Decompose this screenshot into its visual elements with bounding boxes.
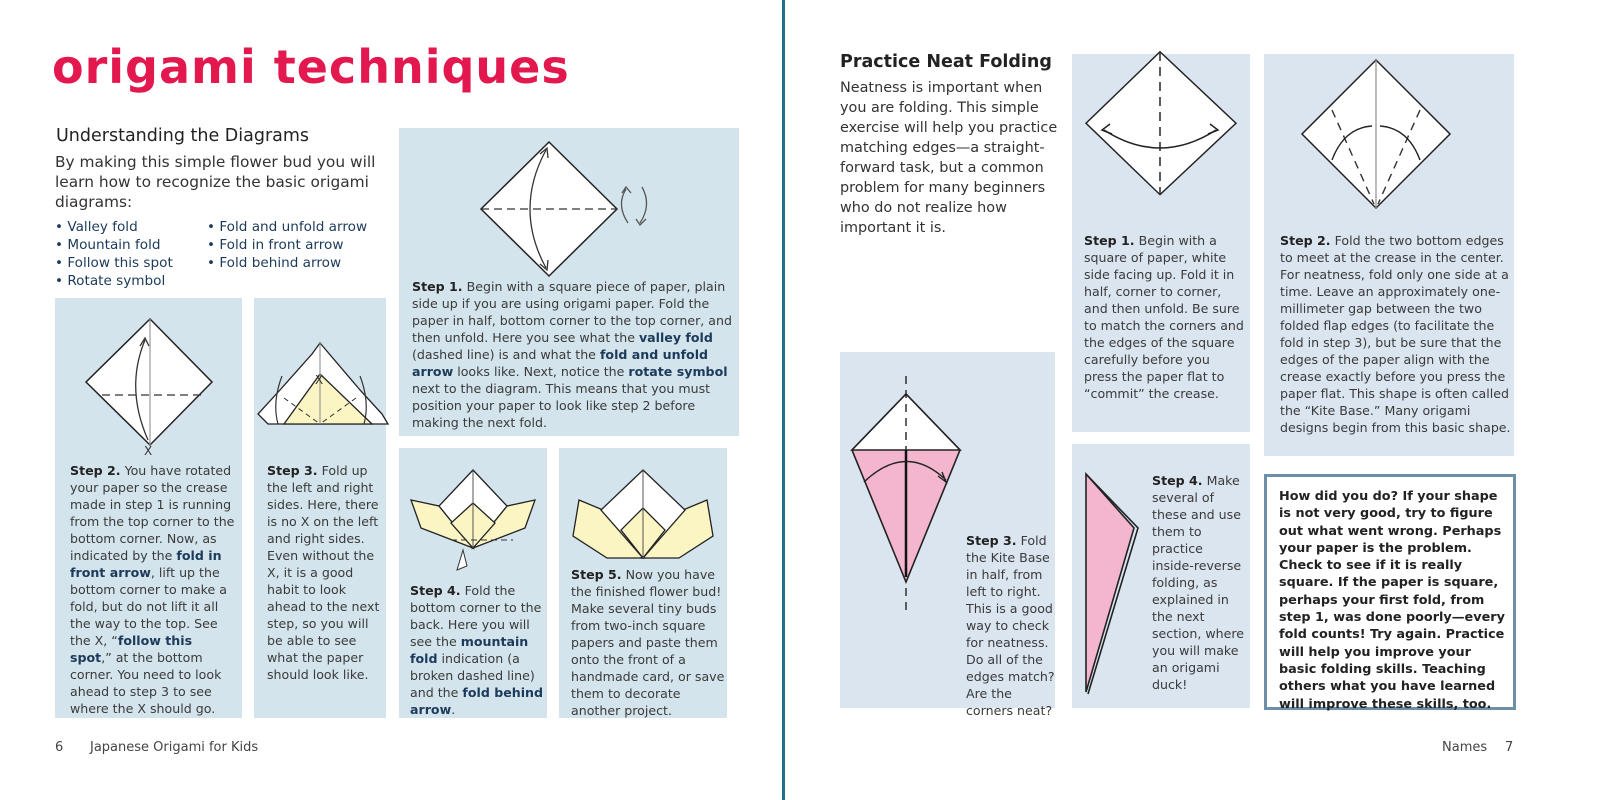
bullet-fold-unfold-arrow: • Fold and unfold arrow: [207, 219, 368, 235]
bullet-rotate-symbol: • Rotate symbol: [55, 273, 166, 289]
svg-text:X: X: [144, 444, 153, 458]
neat-step1-panel: [1072, 54, 1250, 432]
step4-text: Step 4. Fold the bottom corner to the back. Here you will see the mountain fold indication (a broken dashed line) and the fold behind arrow.: [410, 583, 544, 717]
footer-page-number-left: 6: [55, 740, 64, 755]
flower-bud-icon: [559, 448, 727, 558]
neat-intro-text: Neatness is important when you are folding. This simple exercise will help you practice matching edges—a straight-forward task, but a common problem for many beginners who do not realize how important it is.: [840, 80, 1058, 236]
bullet-list-left: [55, 218, 173, 290]
neat-step2-panel: [1264, 54, 1514, 456]
step1-panel: [399, 128, 739, 436]
footer-section-name: Names: [1442, 740, 1488, 755]
page-title: origami techniques: [52, 40, 570, 94]
neat-step1-text: Step 1. Begin with a square of paper, white side facing up. Fold it in half, corner to corner, and then unfold. Be sure to match the corners and the edges of the square carefully before you press the paper flat to “commit” the crease.: [1084, 233, 1244, 401]
step3-text: Step 3. Fold up the left and right sides. Here, there is no X on the left and right sides. Even without the X, it is a good habit to look ahead to the next step, so you will be able to see what the paper should look like.: [267, 463, 380, 682]
step1-text: Step 1. Begin with a square piece of paper, plain side up if you are using origami paper. Fold the paper in half, bottom corner to the top corner, and then unfold. Here you see what the valley fold (dashed line) is and what the fold and unfold arrow looks like. Next, notice the rotate symbol next to the diagram. This means that you must position your paper to look like step 2 before making the next fold.: [412, 279, 732, 430]
intro-text: By making this simple flower bud you will learn how to recognize the basic origami diagrams:: [55, 153, 376, 211]
step3-panel: [254, 298, 386, 718]
page-spine-divider: [782, 0, 785, 800]
footer-page-number-right: 7: [1505, 740, 1514, 755]
section-heading-neat-folding: Practice Neat Folding: [840, 52, 1052, 72]
step2-panel: [55, 298, 242, 718]
rotate-symbol-icon: [614, 183, 664, 233]
bullet-valley-fold: • Valley fold: [55, 219, 138, 235]
step5-text: Step 5. Now you have the finished flower bud! Make several tiny buds from two-inch square papers and paste them onto the front of a handmade card, or save them to decorate another project.: [571, 567, 725, 718]
neat-step2-text: Step 2. Fold the two bottom edges to meet at the crease in the center. For neatness, fold only one side at a time. Leave an approximately one-millimeter gap between the two folded flap edges (to facilitate the fold in step 3), but be sure that the edges of the paper align with the crease exactly before you press the paper flat. This shape is often called the “Kite Base.” Many origami designs begin from this basic shape.: [1280, 233, 1511, 435]
bullet-list-right: [207, 218, 367, 272]
neat-step4-text: Step 4. Make several of these and use them to practice inside-reverse folding, as explained in the next section, where you will make an origami duck!: [1152, 473, 1245, 692]
step2-diagram-icon: [55, 298, 242, 458]
neat-step3-panel: [840, 352, 1055, 718]
bullet-fold-front-arrow: • Fold in front arrow: [207, 237, 344, 253]
step2-text: Step 2. You have rotated your paper so the crease made in step 1 is running from the top corner to the bottom corner. Now, as indicated by the fold in front arrow, lift up the bottom corner to make a fold, but do not lift it all the way to the top. See the X, “follow this spot,” at the bottom corner. You need to look ahead to step 3 to see where the X should go.: [70, 463, 235, 716]
svg-text:X: X: [315, 373, 324, 387]
bullet-fold-behind-arrow: • Fold behind arrow: [207, 255, 342, 271]
neat-step3-text: Step 3. Fold the Kite Base in half, from left to right. This is a good way to check for neatness. Do all of the edges match? Are the corners neat?: [966, 533, 1055, 718]
section-heading-diagrams: Understanding the Diagrams: [56, 126, 310, 146]
step5-panel: [559, 448, 727, 718]
bullet-follow-spot: • Follow this spot: [55, 255, 173, 271]
bullet-mountain-fold: • Mountain fold: [55, 237, 161, 253]
neat-step1-diagram-icon: [1072, 54, 1250, 224]
step4-panel: [399, 448, 547, 718]
tip-text: How did you do? If your shape is not very good, try to figure out what went wrong. Perhaps your paper is the problem. Check to see if it is really square. If the paper is square, perhaps your first fold, from step 1, was done poorly—every fold counts! Try again. Practice will help you improve your basic folding skills. Teaching others what you have learned will improve these skills, too.: [1279, 489, 1505, 712]
footer-book-title: Japanese Origami for Kids: [90, 740, 259, 755]
neat-step4-panel: [1072, 444, 1250, 708]
step3-diagram-icon: [254, 298, 386, 458]
step1-diagram-icon: [399, 128, 739, 288]
tip-box: [1264, 474, 1516, 710]
kite-base-diagram-icon: [1264, 54, 1514, 224]
step4-diagram-icon: [399, 448, 547, 578]
